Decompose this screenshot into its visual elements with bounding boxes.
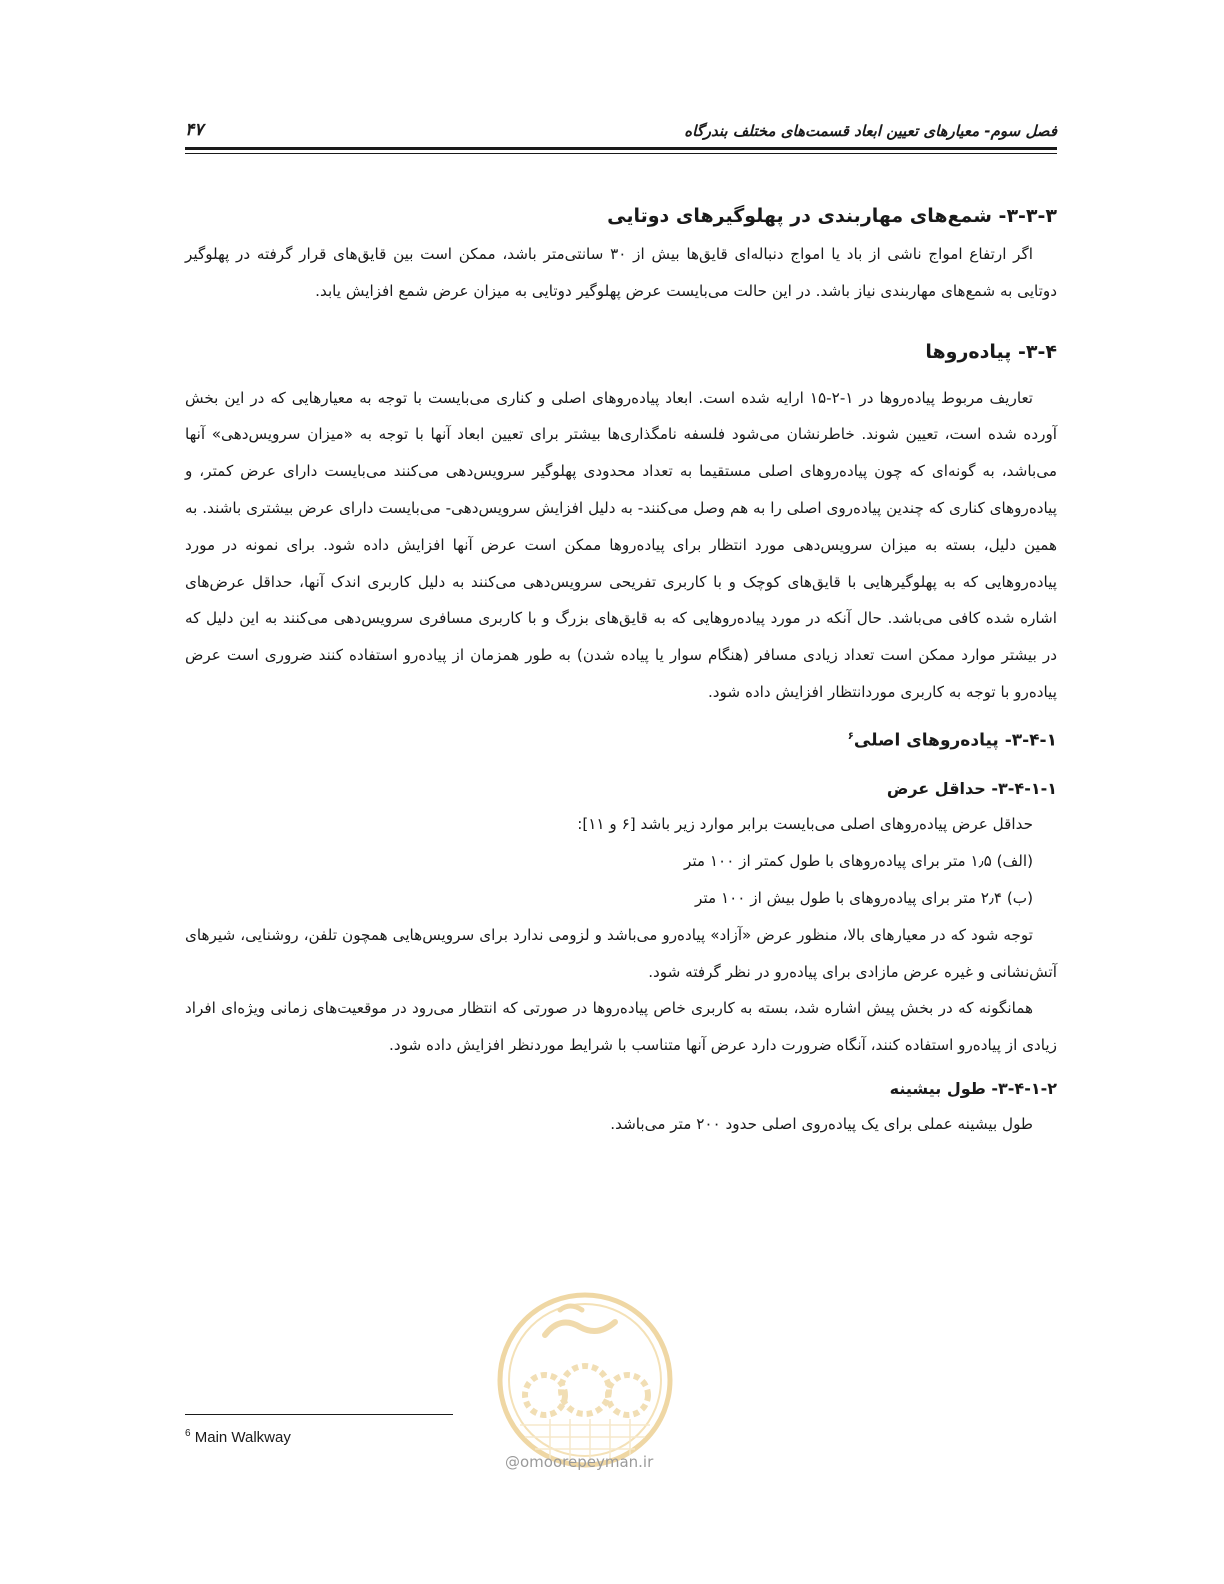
page-number: ۴۷ <box>185 120 204 140</box>
watermark-url: @omoorepeyman.ir <box>505 1453 654 1471</box>
section-heading-3-4-1 <box>185 719 1057 759</box>
min-width-note-paragraph: توجه شود که در معیارهای بالا، منظور عرض «آزاد» پیاده‌رو می‌باشد و لزومی ندارد برای سرویس‌هایی همچون تلفن، روشنایی، شیرهای آتش‌نشانی و غیره عرض مازادی برای پیاده‌رو در نظر گرفته شود. <box>185 925 1057 981</box>
watermark-seal-icon <box>490 1265 680 1515</box>
footnote-number: 6 <box>185 1428 191 1439</box>
section-heading-3-4: ۳-۴- پیاده‌روها <box>925 340 1057 363</box>
page-body <box>185 196 1057 1143</box>
header-rule-thick <box>185 147 1057 150</box>
section-heading-3-4-1-2: ۳-۴-۱-۲- طول بیشینه <box>889 1079 1057 1098</box>
min-width-intro: حداقل عرض پیاده‌روهای اصلی می‌بایست برابر موارد زیر باشد [۶ و ۱۱]: <box>577 815 1033 834</box>
min-width-usage-paragraph: همانگونه که در بخش پیش اشاره شد، بسته به کاربری خاص پیاده‌روها در صورتی که انتظار می‌رود در موقعیت‌های زمانی ویژه‌ای افراد زیادی از پیاده‌رو استفاده کنند، آنگاه ضرورت دارد عرض آنها متناسب با شرایط موردنظر افزایش داده شود. <box>185 999 1057 1055</box>
footnote-text: Main Walkway <box>190 1429 291 1446</box>
footnote <box>185 1428 291 1446</box>
section-heading-3-3-3: ۳-۳-۳- شمع‌های مهاربندی در پهلوگیرهای دوتایی <box>607 205 1057 227</box>
chapter-title: فصل سوم- معیارهای تعیین ابعاد قسمت‌های مختلف بندرگاه <box>684 122 1057 140</box>
list-item-b: (ب) ۲٫۴ متر برای پیاده‌روهای با طول بیش از ۱۰۰ متر <box>695 889 1033 908</box>
page-header <box>185 118 1057 158</box>
section-3-3-3-paragraph: اگر ارتفاع امواج ناشی از باد یا امواج دنباله‌ای قایق‌ها بیش از ۳۰ سانتی‌متر باشد، ممکن است بین قایق‌های قرار گرفته در پهلوگیر دوتایی به شمع‌های مهاربندی نیاز باشد. در این حالت می‌بایست عرض پهلوگیر دوتایی به میزان عرض شمع افزایش یابد. <box>185 245 1057 300</box>
section-heading-3-4-1-1: ۳-۴-۱-۱- حداقل عرض <box>886 779 1057 799</box>
section-3-4-paragraph: تعاریف مربوط پیاده‌روها در ۱-۲-۱۵ ارایه شده است. ابعاد پیاده‌روهای اصلی و کناری می‌بایست با توجه به معیارهایی که در این بخش آورده شده است، تعیین شوند. خاطرنشان می‌شود فلسفه نامگذاری‌ها بیشتر برای تعیین ابعاد آنها با توجه به «میزان سرویس‌دهی» آنها می‌باشد، به گونه‌ای که چون پیاده‌روهای اصلی مستقیما به تعداد محدودی پهلوگیر سرویس‌دهی می‌کنند می‌بایست دارای عرض کمتر، و پیاده‌روهای کناری که چندین پیاده‌روی اصلی را به هم وصل می‌کنند- به دلیل افزایش سرویس‌دهی- می‌بایست دارای عرض بیشتری باشند. به همین دلیل، بسته به میزان سرویس‌دهی مورد انتظار برای پیاده‌روها ممکن است عرض آنها افزایش داده شود. برای نمونه در مورد پیاده‌روهایی که به پهلوگیرهایی با قایق‌های کوچک و با کاربری تفریحی سرویس‌دهی می‌کنند به دلیل کاربری اندک آنها، حداقل عرض‌های اشاره شده کافی می‌باشد. حال آنکه در مورد پیاده‌روهایی که به قایق‌های بزرگ و با کاربری مسافری سرویس‌دهی می‌کنند به این دلیل که در بیشتر موارد ممکن است تعداد زیادی مسافر (هنگام سوار یا پیاده شدن) به طور همزمان از پیاده‌رو استفاده کنند ضروری است عرض پیاده‌رو با توجه به کاربری موردانتظار افزایش داده شود. <box>185 388 1057 701</box>
footnote-rule <box>185 1414 453 1415</box>
max-length-paragraph: طول بیشینه عملی برای یک پیاده‌روی اصلی حدود ۲۰۰ متر می‌باشد. <box>610 1115 1033 1133</box>
footnote-marker: ۶ <box>847 730 854 742</box>
section-3-4-1-title: ۳-۴-۱- پیاده‌روهای اصلی <box>853 730 1057 751</box>
list-item-a: (الف) ۱٫۵ متر برای پیاده‌روهای با طول کمتر از ۱۰۰ متر <box>683 852 1033 871</box>
header-rule-thin <box>185 153 1057 154</box>
